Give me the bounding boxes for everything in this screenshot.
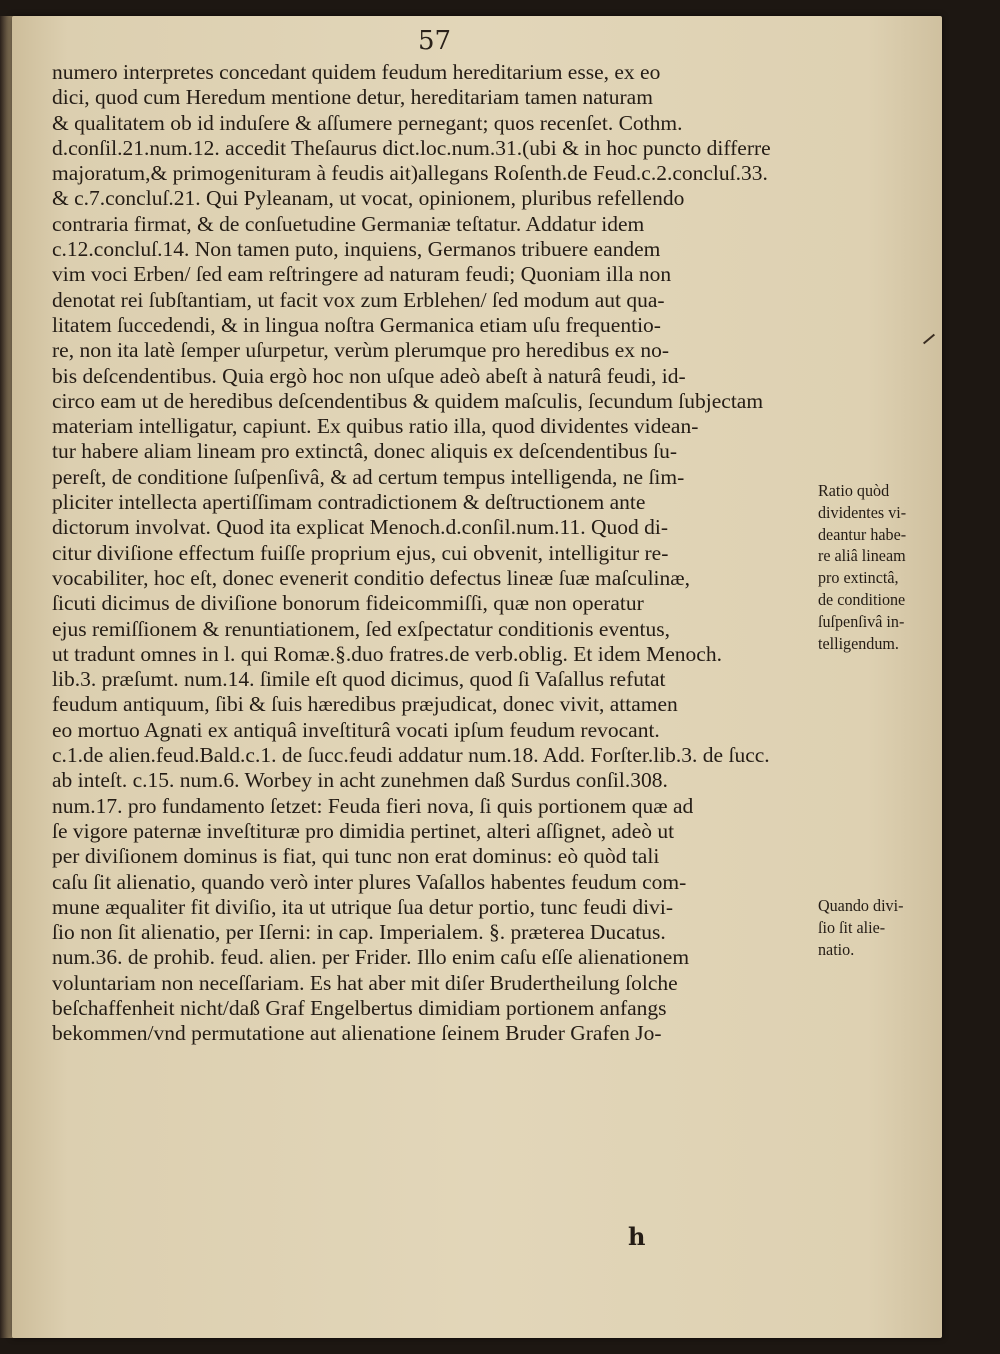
- text-line: majoratum,& primogenituram à feudis ait)allegans Roſenth.de Feud.c.2.concluſ.33.: [52, 161, 768, 186]
- text-line: c.1.de alien.feud.Bald.c.1. de ſucc.feudi addatur num.18. Add. Forſter.lib.3. de ſucc.: [52, 743, 770, 768]
- text-line: ſicuti dicimus de diviſione bonorum fideicommiſſi, quæ non operatur: [52, 591, 644, 616]
- text-line: ſe vigore paternæ inveſtituræ pro dimidia pertinet, alteri aſſignet, adeò ut: [52, 818, 675, 843]
- margin-note-line: ſuſpenſivâ in-: [818, 611, 905, 631]
- text-line: ab inteſt. c.15. num.6. Worbey in acht zunehmen daß Surdus conſil.308.: [52, 768, 668, 793]
- text-line: re, non ita latè ſemper uſurpetur, verùm plerumque pro heredibus ex no-: [52, 338, 670, 363]
- text-line: tur habere aliam lineam pro extinctâ, donec aliquis ex deſcendentibus ſu-: [52, 439, 678, 464]
- margin-note-line: dividentes vi-: [818, 502, 907, 522]
- text-line: voluntariam non neceſſariam. Es hat aber mit diſer Brudertheilung ſolche: [52, 970, 678, 995]
- text-line: eo mortuo Agnati ex antiquâ inveſtiturâ vocati ipſum feudum revocant.: [52, 717, 660, 742]
- text-line: contraria firmat, & de conſuetudine Germaniæ teſtatur. Addatur idem: [52, 211, 645, 236]
- margin-note-line: pro extinctâ,: [818, 568, 899, 588]
- text-line: lib.3. præſumt. num.14. ſimile eſt quod dicimus, quod ſi Vaſallus refutat: [52, 667, 666, 692]
- margin-note-line: re aliâ lineam: [818, 546, 906, 566]
- text-line: pliciter intellecta apertiſſimam contradictionem & deſtructionem ante: [52, 490, 646, 515]
- text-line: beſchaffenheit nicht/daß Graf Engelbertus dimidiam portionem anfangs: [52, 995, 667, 1020]
- text-line: dici, quod cum Heredum mentione detur, hereditariam tamen naturam: [52, 85, 653, 110]
- text-line: num.36. de prohib. feud. alien. per Frider. Illo enim caſu eſſe alienationem: [52, 945, 690, 970]
- text-line: vocabiliter, hoc eſt, donec evenerit conditio defectus lineæ ſuæ maſculinæ,: [52, 565, 690, 590]
- text-line: c.12.concluſ.14. Non tamen puto, inquiens, Germanos tribuere eandem: [52, 237, 661, 262]
- text-line: ejus remiſſionem & renuntiationem, ſed exſpectatur conditionis eventus,: [52, 616, 670, 641]
- text-line: citur diviſione effectum fuiſſe proprium ejus, cui obvenit, intelligitur re-: [52, 540, 669, 565]
- text-line: bis deſcendentibus. Quia ergò hoc non uſque adeò abeſt à naturâ feudi, id-: [52, 363, 686, 388]
- text-line: litatem ſuccedendi, & in lingua noſtra Germanica etiam uſu frequentio-: [52, 312, 661, 337]
- margin-note-ratio: [818, 480, 943, 654]
- text-line: materiam intelligatur, capiunt. Ex quibus ratio illa, quod dividentes videan-: [52, 414, 699, 439]
- margin-note-line: Ratio quòd: [818, 481, 890, 500]
- text-line: vim voci Erben/ ſed eam reſtringere ad naturam feudi; Quoniam illa non: [52, 262, 672, 287]
- page-number: 57: [418, 26, 452, 56]
- text-line: caſu ſit alienatio, quando verò inter plures Vaſallos habentes feudum com-: [52, 869, 687, 894]
- text-line: pereſt, de conditione ſuſpenſivâ, & ad certum tempus intelligenda, ne ſim-: [52, 464, 685, 489]
- margin-note-line: deantur habe-: [818, 524, 907, 544]
- text-line: circo eam ut de heredibus deſcendentibus & quidem maſculis, ſecundum ſubjectam: [52, 388, 764, 413]
- text-line: numero interpretes concedant quidem feudum hereditarium esse, ex eo: [52, 60, 661, 84]
- text-line: num.17. pro fundamento ſetzet: Feuda fieri nova, ſi quis portionem quæ ad: [52, 793, 694, 818]
- text-line: ut tradunt omnes in l. qui Romæ.§.duo fratres.de verb.oblig. Et idem Menoch.: [52, 641, 722, 666]
- text-line: d.conſil.21.num.12. accedit Theſaurus dict.loc.num.31.(ubi & in hoc puncto differre: [52, 135, 771, 160]
- text-line: & c.7.concluſ.21. Qui Pyleanam, ut vocat, opinionem, pluribus refellendo: [52, 186, 685, 211]
- text-line: bekommen/vnd permutatione aut alienatione ſeinem Bruder Grafen Jo-: [52, 1021, 662, 1046]
- text-line: ſio non ſit alienatio, per Iſerni: in cap. Imperialem. §. præterea Ducatus.: [52, 920, 666, 945]
- catchword: h: [628, 1222, 646, 1251]
- text-line: feudum antiquum, ſibi & ſuis hæredibus præjudicat, donec vivit, attamen: [52, 692, 678, 717]
- text-line: per diviſionem dominus is fiat, qui tunc non erat dominus: eò quòd tali: [52, 844, 660, 869]
- margin-note-line: telligendum.: [818, 633, 899, 653]
- margin-note-line: Quando divi-: [818, 896, 904, 915]
- text-line: dictorum involvat. Quod ita explicat Menoch.d.conſil.num.11. Quod di-: [52, 515, 669, 540]
- text-line: & qualitatem ob id induſere & aſſumere pernegant; quos recenſet. Cothm.: [52, 110, 683, 135]
- text-line: mune æqualiter fit diviſio, ita ut utrique ſua detur portio, tunc feudi divi-: [52, 894, 673, 919]
- margin-note-line: de conditione: [818, 589, 906, 609]
- margin-note-line: natio.: [818, 939, 855, 959]
- margin-note-divisio: [818, 895, 943, 960]
- body-text: [52, 60, 820, 1047]
- text-line: denotat rei ſubſtantiam, ut facit vox zum Erblehen/ ſed modum aut qua-: [52, 287, 665, 312]
- margin-note-line: ſio ſit alie-: [818, 917, 886, 937]
